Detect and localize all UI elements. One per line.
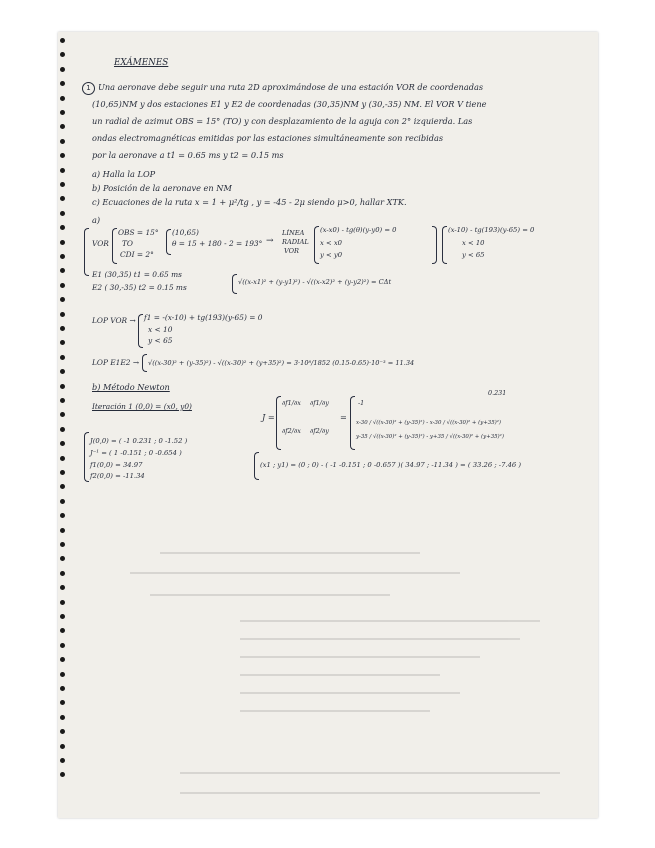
- arrow-text-2: RADIAL: [282, 238, 309, 246]
- vor-mid-brace: [166, 229, 171, 255]
- lop-vor-brace: [138, 314, 143, 348]
- problem-line-4: ondas electromagnéticas emitidas por las estaciones simultáneamente son recibidas: [92, 133, 444, 143]
- vor-brace: [112, 228, 117, 264]
- jacobian-inverse: J⁻¹ = ( 1 -0.151 ; 0 -0.654 ): [90, 449, 182, 457]
- binder-hole: [60, 168, 65, 173]
- jacobian-f1x: ∂f1/∂x: [282, 399, 301, 407]
- binder-hole: [60, 614, 65, 619]
- jacobian-label: J =: [262, 412, 275, 422]
- binder-hole: [60, 355, 65, 360]
- vor-coords: (10,65): [172, 228, 199, 237]
- lop-e1e2-brace: [142, 354, 147, 372]
- item-b: b) Posición de la aeronave en NM: [92, 183, 232, 193]
- jacobian-f2y: ∂f2/∂y: [310, 427, 329, 435]
- item-c: c) Ecuaciones de la ruta x = 1 + μ²/tg , y = -45 - 2μ siendo μ>0, hallar XTK.: [92, 197, 407, 207]
- jacobian-at-origin: J(0,0) = ( -1 0.231 ; 0 -1.52 ): [90, 437, 188, 445]
- iteration-1: Iteración 1 (0,0) = (x0, y0): [92, 402, 192, 411]
- lop-vor-cond-1: x < 10: [148, 325, 173, 334]
- binder-hole: [60, 758, 65, 763]
- binder-hole: [60, 182, 65, 187]
- binder-hole: [60, 139, 65, 144]
- lop-vor-cond-2: y < 65: [148, 336, 173, 345]
- vor-cdi: CDI = 2°: [120, 250, 154, 259]
- vor-cond-2: x < x0: [320, 239, 343, 247]
- vor-cond-3: y < y0: [320, 251, 343, 259]
- hyperbola-equation: √((x-x1)² + (y-y1)²) - √((x-x2)² + (y-y2)²) = CΔt: [238, 278, 392, 286]
- vor-result-1: (x-10) - tg(193)(y-65) = 0: [448, 226, 535, 234]
- binder-hole: [60, 312, 65, 317]
- vor-cond-close-brace: [432, 226, 437, 264]
- binder-hole: [60, 384, 65, 389]
- hyperbola-brace: [232, 274, 237, 294]
- jacobian-f1y: ∂f1/∂y: [310, 399, 329, 407]
- result-brace: [254, 452, 259, 480]
- lop-e1e2-label: LOP E1E2 →: [92, 358, 140, 367]
- arrow-icon: →: [266, 236, 274, 246]
- lop-e1e2-eq: √((x-30)² + (y-35)²) - √((x-30)² + (y+35)²) = 3·10⁸/1852 (0.15-0.65)·10⁻³ = 11.34: [148, 359, 415, 367]
- item-a: a) Halla la LOP: [92, 169, 156, 179]
- station-e2: E2 ( 30,-35) t2 = 0.15 ms: [92, 283, 187, 292]
- vor-cond-brace: [314, 226, 319, 264]
- problem-line-3: un radial de azimut OBS = 15° (TO) y con desplazamiento de la aguja con 2° izquierda. Las: [92, 116, 473, 126]
- binder-hole: [60, 283, 65, 288]
- vor-result-brace: [442, 226, 447, 264]
- binder-hole: [60, 672, 65, 677]
- bleed-through-text: [120, 552, 598, 818]
- binder-hole: [60, 67, 65, 72]
- binder-hole: [60, 211, 65, 216]
- jacobian-row2-b: y-35 / √((x-30)² + (y-35)²) - y+35 / √((x-30)² + (y+35)²): [356, 434, 504, 440]
- lop-vor-label: LOP VOR →: [92, 316, 136, 325]
- part-a-label: a): [92, 215, 101, 225]
- arrow-text-3: VOR: [284, 247, 300, 255]
- vor-to: TO: [122, 239, 133, 248]
- problem-number: 1: [82, 82, 95, 95]
- jacobian-row2-a: x-30 / √((x-30)² + (y-35)²) - x-30 / √((x-30)² + (y+35)²): [356, 420, 502, 426]
- binder-hole: [60, 528, 65, 533]
- f1-value: f1(0,0) = 34.97: [90, 461, 143, 469]
- problem-line-2: (10,65)NM y dos estaciones E1 y E2 de coordenadas (30,35)NM y (30,-35) NM. El VOR V tiene: [92, 99, 487, 109]
- f2-value: f2(0,0) = -11.34: [90, 472, 145, 480]
- part-b-label: b) Método Newton: [92, 382, 170, 392]
- problem-line-5: por la aeronave a t1 = 0.65 ms y t2 = 0.15 ms: [92, 150, 284, 160]
- vor-label: VOR: [92, 239, 109, 248]
- vor-obs: OBS = 15°: [118, 228, 159, 237]
- page-title: EXÁMENES: [114, 58, 169, 68]
- binder-hole: [60, 571, 65, 576]
- binder-hole: [60, 110, 65, 115]
- binder-hole: [60, 470, 65, 475]
- vor-result-2: x < 10: [462, 239, 485, 247]
- binder-hole: [60, 38, 65, 43]
- jacobian-row1-b: 0.231: [488, 389, 507, 397]
- binder-hole: [60, 499, 65, 504]
- binder-hole: [60, 744, 65, 749]
- newton-result: (x1 ; y1) = (0 ; 0) - ( -1 -0.151 ; 0 -0.657 )( 34.97 ; -11.34 ) = ( 33.26 ; -7.46 ): [260, 461, 522, 469]
- vor-theta: θ = 15 + 180 - 2 = 193°: [172, 239, 263, 248]
- jacobian-expanded-brace: [350, 396, 355, 450]
- binder-hole: [60, 326, 65, 331]
- lop-vor-eq: f1 = -(x-10) + tg(193)(y-65) = 0: [144, 313, 263, 322]
- binder-hole: [60, 240, 65, 245]
- jacobian-brace: [276, 396, 281, 450]
- binder-hole: [60, 456, 65, 461]
- binder-hole: [60, 96, 65, 101]
- jacobian-equals: =: [340, 412, 347, 422]
- binder-hole: [60, 542, 65, 547]
- problem-line-1: Una aeronave debe seguir una ruta 2D aproximándose de una estación VOR de coordenadas: [98, 82, 484, 92]
- binder-hole: [60, 427, 65, 432]
- binder-hole: [60, 600, 65, 605]
- jacobian-f2x: ∂f2/∂x: [282, 427, 301, 435]
- jacobian-row1-a: -1: [358, 399, 365, 407]
- binder-hole: [60, 643, 65, 648]
- binder-hole: [60, 686, 65, 691]
- newton-brace: [84, 432, 89, 482]
- vor-result-3: y < 65: [462, 251, 485, 259]
- binder-hole: [60, 715, 65, 720]
- arrow-text-1: LÍNEA: [282, 229, 305, 237]
- binder-hole: [60, 398, 65, 403]
- notebook-page: [58, 32, 598, 818]
- station-e1: E1 (30,35) t1 = 0.65 ms: [92, 270, 182, 279]
- part-a-brace: [84, 228, 89, 276]
- binder-hole: [60, 254, 65, 259]
- vor-cond-1: (x-x0) - tg(θ)(y-y0) = 0: [320, 226, 397, 234]
